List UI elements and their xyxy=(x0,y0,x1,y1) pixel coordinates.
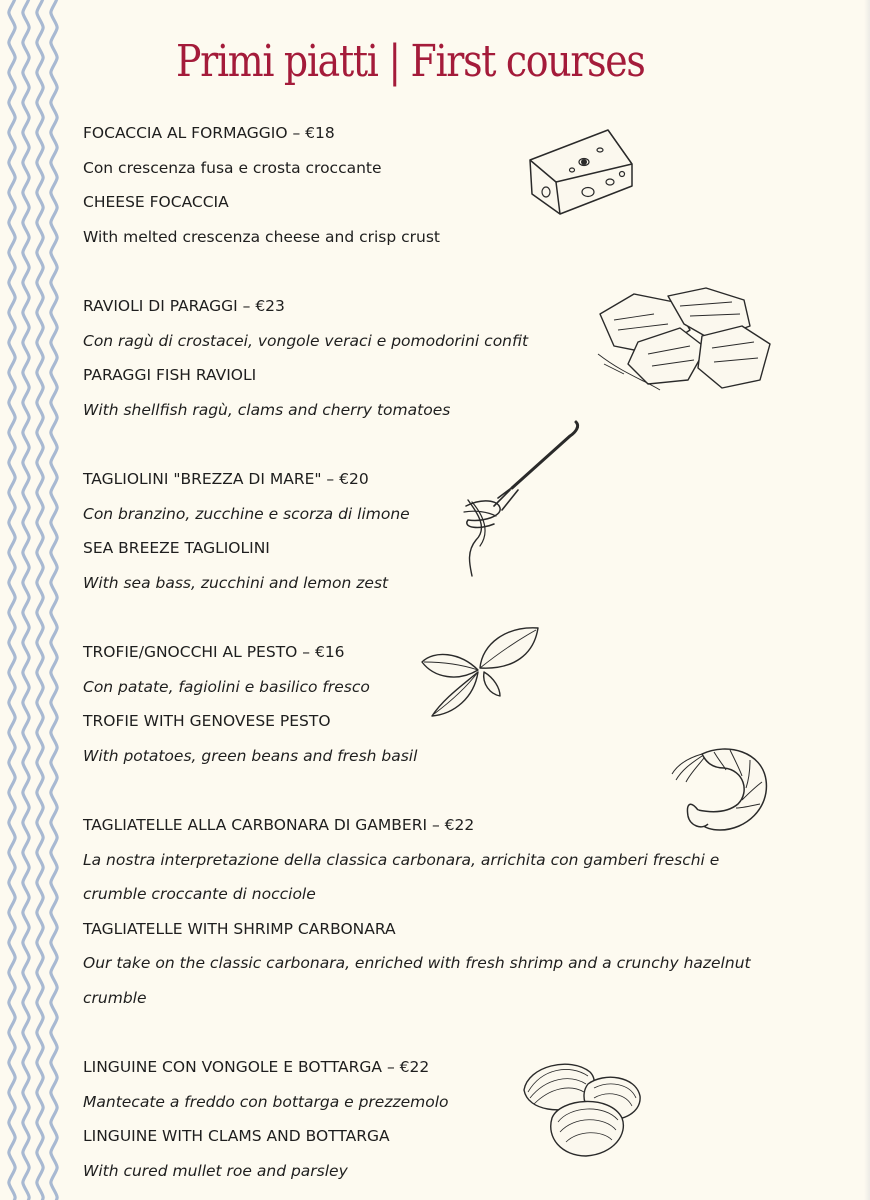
shrimp-icon xyxy=(668,740,772,836)
wave-line xyxy=(37,0,43,1200)
item-desc-en: Our take on the classic carbonara, enriched with fresh shrimp and a crunchy hazelnut crumble xyxy=(83,954,751,1007)
item-desc-it: La nostra interpretazione della classica carbonara, arrichita con gamberi freschi e crumble croccante di nocciole xyxy=(83,850,720,904)
item-desc-en: With potatoes, green beans and fresh basil xyxy=(83,746,418,765)
item-name-it: FOCACCIA AL FORMAGGIO – €18 xyxy=(83,124,335,142)
item-desc-it: Con branzino, zucchine e scorza di limone xyxy=(83,504,410,523)
menu-item-tagliolini xyxy=(83,462,783,600)
item-name-en: SEA BREEZE TAGLIOLINI xyxy=(83,539,270,558)
cheese-icon xyxy=(526,124,638,218)
page-edge-shadow xyxy=(864,0,870,1200)
item-desc-it: Mantecate a freddo con bottarga e prezzemolo xyxy=(83,1092,449,1111)
menu-item-linguine xyxy=(83,1050,783,1188)
wave-border-decoration xyxy=(0,0,62,1200)
item-desc-en: With melted crescenza cheese and crisp crust xyxy=(83,227,441,246)
menu-item-focaccia xyxy=(83,116,783,254)
item-desc-en: With sea bass, zucchini and lemon zest xyxy=(83,573,389,592)
item-desc-it: Con patate, fagiolini e basilico fresco xyxy=(83,677,370,696)
wave-line xyxy=(51,0,57,1200)
item-name-en: CHEESE FOCACCIA xyxy=(83,193,229,212)
pasta-fork-icon xyxy=(458,416,586,580)
item-desc-it: Con crescenza fusa e crosta croccante xyxy=(83,158,382,177)
item-name-en: PARAGGI FISH RAVIOLI xyxy=(83,366,257,385)
wave-line xyxy=(9,0,15,1200)
item-name-it: TROFIE/GNOCCHI AL PESTO – €16 xyxy=(83,643,345,661)
item-desc-en: With shellfish ragù, clams and cherry tomatoes xyxy=(83,400,451,419)
item-name-en: LINGUINE WITH CLAMS AND BOTTARGA xyxy=(83,1127,390,1146)
item-name-it: TAGLIOLINI "BREZZA DI MARE" – €20 xyxy=(83,470,369,488)
ravioli-icon xyxy=(594,284,776,394)
item-name-it: TAGLIATELLE ALLA CARBONARA DI GAMBERI – €22 xyxy=(83,816,475,834)
item-name-en: TROFIE WITH GENOVESE PESTO xyxy=(83,712,331,731)
page-title: Primi piatti | First courses xyxy=(176,36,645,87)
item-desc-it: Con ragù di crostacei, vongole veraci e pomodorini confit xyxy=(83,331,529,350)
basil-icon xyxy=(420,622,542,720)
item-name-it: LINGUINE CON VONGOLE E BOTTARGA – €22 xyxy=(83,1058,430,1076)
item-desc-en: With cured mullet roe and parsley xyxy=(83,1161,348,1180)
item-name-en: TAGLIATELLE WITH SHRIMP CARBONARA xyxy=(83,919,396,938)
item-name-it: RAVIOLI DI PARAGGI – €23 xyxy=(83,297,285,315)
wave-line xyxy=(23,0,29,1200)
clams-icon xyxy=(518,1054,644,1160)
menu-item-tagliatelle xyxy=(83,808,783,1016)
